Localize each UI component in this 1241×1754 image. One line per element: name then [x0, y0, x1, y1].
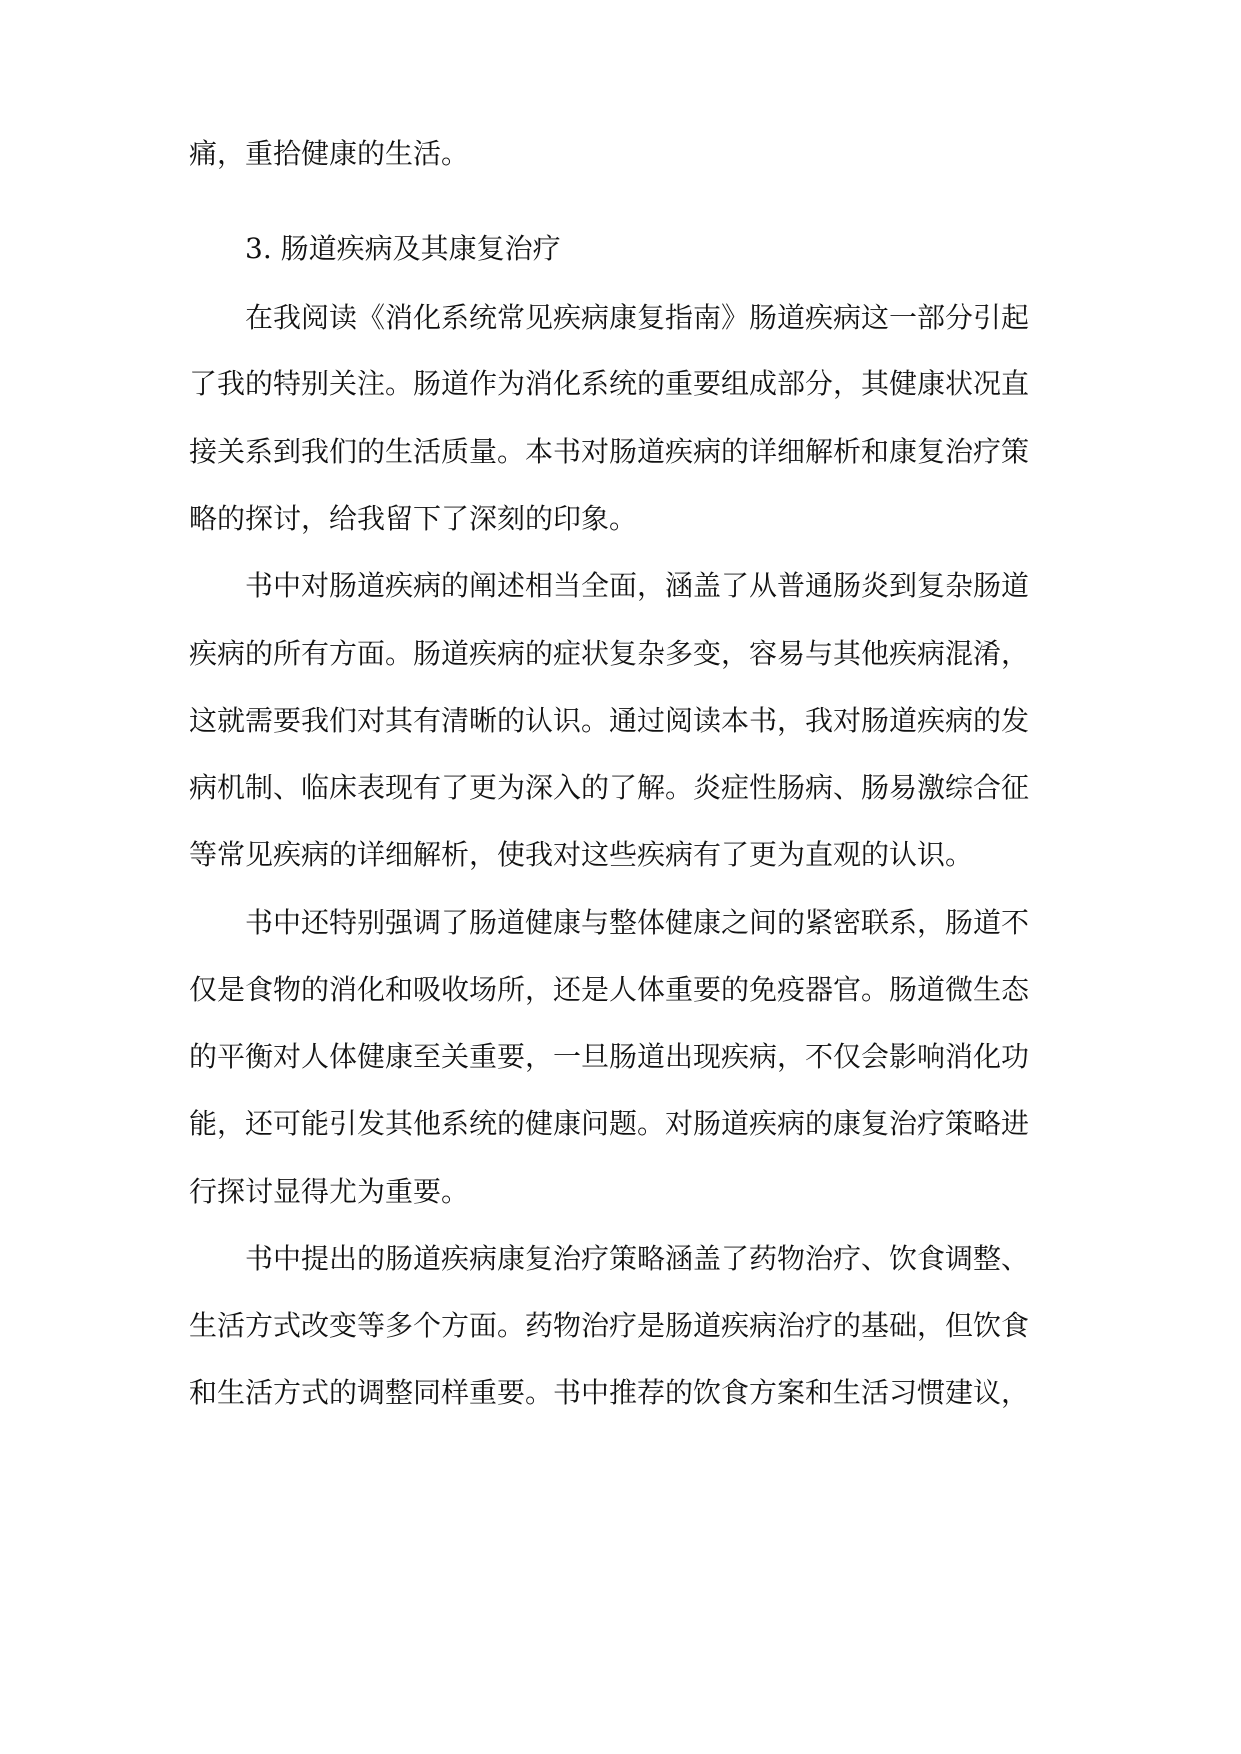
- paragraph-line: 这就需要我们对其有清晰的认识。通过阅读本书，我对肠道疾病的发: [189, 704, 1030, 737]
- paragraph-line: 能，还可能引发其他系统的健康问题。对肠道疾病的康复治疗策略进: [189, 1107, 1030, 1140]
- paragraph-line: 了我的特别关注。肠道作为消化系统的重要组成部分，其健康状况直: [189, 367, 1030, 400]
- paragraph-line: 书中提出的肠道疾病康复治疗策略涵盖了药物治疗、饮食调整、: [245, 1242, 1030, 1275]
- paragraph-continuation-line: 痛，重拾健康的生活。: [189, 137, 470, 170]
- paragraph-line: 行探讨显得尤为重要。: [189, 1175, 470, 1208]
- paragraph-line: 接关系到我们的生活质量。本书对肠道疾病的详细解析和康复治疗策: [189, 435, 1030, 468]
- paragraph-line: 的平衡对人体健康至关重要，一旦肠道出现疾病，不仅会影响消化功: [189, 1040, 1030, 1073]
- paragraph-line: 病机制、临床表现有了更为深入的了解。炎症性肠病、肠易激综合征: [189, 771, 1030, 804]
- paragraph-line: 书中还特别强调了肠道健康与整体健康之间的紧密联系，肠道不: [245, 906, 1030, 939]
- paragraph-line: 生活方式改变等多个方面。药物治疗是肠道疾病治疗的基础，但饮食: [189, 1309, 1030, 1342]
- section-heading: 3. 肠道疾病及其康复治疗: [245, 232, 561, 265]
- paragraph-line: 等常见疾病的详细解析，使我对这些疾病有了更为直观的认识。: [189, 838, 974, 871]
- paragraph-line: 在我阅读《消化系统常见疾病康复指南》肠道疾病这一部分引起: [245, 301, 1030, 334]
- paragraph-line: 仅是食物的消化和吸收场所，还是人体重要的免疫器官。肠道微生态: [189, 973, 1030, 1006]
- paragraph-line: 和生活方式的调整同样重要。书中推荐的饮食方案和生活习惯建议，: [189, 1376, 1030, 1409]
- paragraph-line: 书中对肠道疾病的阐述相当全面，涵盖了从普通肠炎到复杂肠道: [245, 569, 1030, 602]
- paragraph-line: 略的探讨，给我留下了深刻的印象。: [189, 502, 638, 535]
- paragraph-line: 疾病的所有方面。肠道疾病的症状复杂多变，容易与其他疾病混淆，: [189, 637, 1030, 670]
